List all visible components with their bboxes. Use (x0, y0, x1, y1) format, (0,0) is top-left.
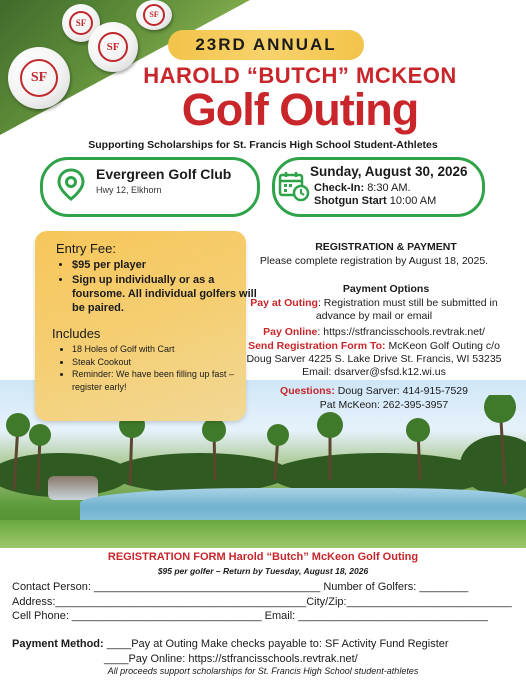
registration-heading: REGISTRATION & PAYMENT (315, 241, 457, 253)
payment-options-heading: Payment Options (342, 283, 430, 295)
list-item: • 18 Holes of Golf with Cart (72, 343, 250, 356)
checkin-info (314, 182, 411, 194)
list-item: • Reminder: We have been filling up fast – register early! (72, 368, 250, 393)
shotgun-label: Shotgun Start (314, 195, 387, 207)
annual-badge: 23RD ANNUAL (168, 30, 364, 60)
venue-address: Hwy 12, Elkhorn (96, 185, 162, 195)
pay-at-outing-detail: : Registration must still be submitted in advance by mail or email (315, 297, 498, 322)
entry-fee-list (58, 258, 257, 316)
fairway-graphic (0, 520, 526, 548)
venue-name: Evergreen Golf Club (96, 166, 232, 182)
address-city-line[interactable]: Address:_________________________________________City/Zip:___________________________ (12, 596, 512, 608)
list-item: • $95 per player (72, 258, 257, 272)
sf-logo-icon: SF (143, 4, 165, 26)
checkin-label: Check-In: (314, 182, 365, 194)
list-item: • Sign up individually or as a foursome. All individual golfers will be paired. (72, 273, 257, 315)
contact-golfers-line[interactable]: Contact Person: _____________________________________ Number of Golfers: ________ (12, 581, 469, 593)
payment-option-online[interactable]: ____Pay Online: https://stfrancisschools.revtrak.net/ (104, 653, 358, 665)
sf-logo-icon: SF (98, 32, 128, 62)
list-item: • Steak Cookout (72, 356, 250, 369)
form-footer: All proceeds support scholarships for St. Francis High School student-athletes (107, 666, 419, 676)
includes-heading: Includes (52, 326, 101, 341)
send-form-text (244, 340, 504, 379)
includes-list (60, 343, 250, 393)
registration-deadline: Please complete registration by August 18, 2025. (259, 255, 489, 267)
pay-at-outing-label: Pay at Outing (250, 297, 318, 309)
golf-ball-image (136, 0, 172, 30)
questions-contact-1: Doug Sarver: 414-915-7529 (334, 385, 468, 397)
questions-contact-2: Pat McKeon: 262-395-3957 (319, 399, 449, 411)
pay-at-outing-text (244, 297, 504, 323)
waterfall-graphic (48, 476, 98, 500)
location-pin-icon (56, 168, 86, 202)
honoree-name: HAROLD “BUTCH” MCKEON (143, 63, 457, 88)
event-date: Sunday, August 30, 2026 (310, 164, 468, 179)
golf-ball-image (8, 47, 70, 109)
sf-logo-icon: SF (69, 11, 93, 35)
payment-option-outing[interactable]: ____Pay at Outing Make checks payable to: SF Activity Fund Register (103, 638, 449, 650)
questions-text (244, 385, 504, 398)
send-form-address: McKeon Golf Outing c/o Doug Sarver 4225 S. Lake Drive St. Francis, WI 53235 Email: dsarver@sfsd.k12.wi.us (246, 340, 502, 378)
phone-email-line[interactable]: Cell Phone: _______________________________ Email: _______________________________ (12, 610, 488, 622)
sf-logo-icon: SF (20, 59, 58, 97)
support-line: Supporting Scholarships for St. Francis High School Student-Athletes (88, 139, 438, 151)
pay-online-link[interactable]: : https://stfrancisschools.revtrak.net/ (317, 326, 485, 338)
page-title: Golf Outing (181, 84, 419, 135)
shotgun-info (314, 195, 436, 207)
entry-fee-heading: Entry Fee: (56, 241, 116, 256)
pay-online-text (244, 326, 504, 339)
form-title: REGISTRATION FORM Harold “Butch” McKeon Golf Outing (107, 551, 419, 563)
payment-method-label: Payment Method: (12, 638, 104, 650)
checkin-time: 8:30 AM. (367, 182, 411, 194)
form-subtitle: $95 per golfer – Return by Tuesday, August 18, 2026 (157, 566, 369, 576)
pay-online-label: Pay Online (263, 326, 318, 338)
payment-method-line (12, 638, 449, 650)
shotgun-time: 10:00 AM (389, 195, 437, 207)
questions-label: Questions: (280, 385, 335, 397)
send-form-label: Send Registration Form To: (248, 340, 386, 352)
calendar-clock-icon (278, 170, 310, 202)
